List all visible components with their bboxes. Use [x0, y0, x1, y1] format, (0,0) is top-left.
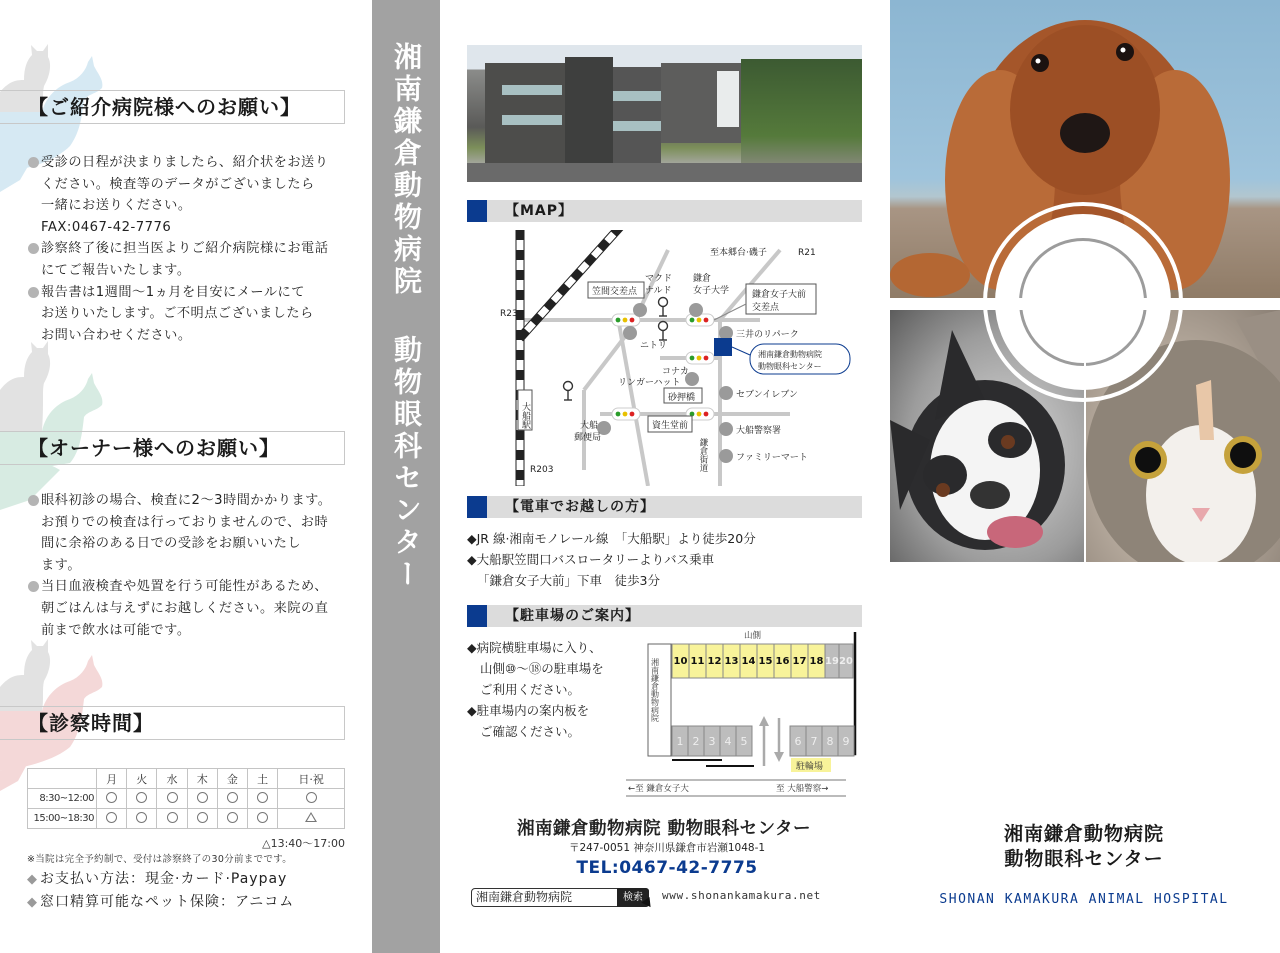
triangle-icon: [305, 812, 317, 822]
svg-text:リンガーハット: リンガーハット: [618, 378, 681, 388]
payment-info: ◆ お支払い方法：現金·カード·Paypay ◆ 窓口精算可能なペット保険：アニコム: [27, 871, 295, 910]
cover-title: 湘南鎌倉動物病院 動物眼科センター: [1003, 823, 1164, 870]
website-link[interactable]: www.shonankamakura.net: [662, 889, 821, 902]
svg-text:ファミリーマート: ファミリーマート: [736, 453, 808, 463]
svg-text:鎌倉街道: 鎌倉街道: [698, 438, 708, 472]
svg-text:10: 10: [673, 656, 688, 667]
svg-text:11: 11: [690, 656, 705, 667]
train-access-heading: 【電車でお越しの方】: [467, 496, 862, 518]
svg-text:セブンイレブン: セブンイレブン: [736, 390, 798, 400]
heading-marker-icon: [467, 496, 487, 518]
svg-text:砂押橋: 砂押橋: [668, 393, 696, 403]
referral-heading: 【ご紹介病院様へのお願い】: [0, 90, 345, 124]
svg-text:8: 8: [826, 735, 834, 748]
hospital-marker: [714, 338, 732, 356]
svg-text:12: 12: [707, 656, 722, 667]
open-circle-icon: [106, 792, 117, 803]
hours-heading: 【診察時間】: [0, 706, 345, 740]
svg-text:2: 2: [692, 735, 700, 748]
fax-number: FAX:0467-42-7776: [41, 219, 172, 235]
search-button[interactable]: 検索: [617, 888, 649, 907]
svg-text:20: 20: [839, 656, 853, 667]
svg-text:鎌倉女子大前: 鎌倉女子大前: [752, 290, 807, 300]
open-circle-icon: [257, 792, 268, 803]
svg-text:15: 15: [758, 656, 773, 667]
svg-text:マクド: マクド: [645, 274, 673, 284]
open-circle-icon: [197, 812, 208, 823]
svg-text:13: 13: [724, 656, 739, 667]
table-row: 15:00~18:30: [28, 809, 345, 829]
open-circle-icon: [167, 792, 178, 803]
table-header-row: 月 火 水 木 金 土 日·祝: [28, 769, 345, 789]
open-circle-icon: [257, 812, 268, 823]
train-access-text: ◆JR 線·湘南モノレール線 「大船駅」より徒歩20分 ◆大船駅笠間口バスロータリーよりバス乗車 「鎌倉女子大前」下車 徒歩3分: [467, 531, 756, 588]
spine-band: [372, 0, 440, 953]
list-item: 受診の日程が決まりましたら、紹介状をお送り ください。検査等のデータがございましたら 一緒にお送りください。 FAX:0467-42-7776: [28, 152, 350, 238]
hospital-building-photo: [467, 45, 862, 182]
parking-heading: 【駐車場のご案内】: [467, 605, 862, 627]
cover-english-name: SHONAN KAMAKURA ANIMAL HOSPITAL: [939, 892, 1229, 907]
svg-text:R23: R23: [500, 309, 518, 319]
table-row: 8:30~12:00: [28, 789, 345, 809]
svg-text:ナルド: ナルド: [645, 286, 672, 296]
parking-text: ◆病院横駐車場に入り、 山側⑩～⑱の駐車場を ご利用ください。 ◆駐車場内の案内板を ご確認ください。: [467, 640, 604, 739]
svg-text:笠間交差点: 笠間交差点: [592, 287, 638, 297]
bullet-icon: [28, 243, 39, 254]
svg-text:3: 3: [708, 735, 716, 748]
open-circle-icon: [136, 792, 147, 803]
svg-text:17: 17: [792, 656, 807, 667]
bullet-icon: [28, 495, 39, 506]
svg-text:4: 4: [724, 735, 732, 748]
hours-table: [27, 768, 345, 829]
referral-list: [28, 152, 350, 346]
list-item: 眼科初診の場合、検査に2～3時間かかります。 お預りでの検査は行っておりませんので、お時 間に余裕のある日での受診をお願いいたし ます。: [28, 490, 350, 576]
open-circle-icon: [167, 812, 178, 823]
diamond-icon: ◆: [27, 895, 38, 910]
owner-heading: 【オーナー様へのお願い】: [0, 431, 345, 465]
svg-text:駐輪場: 駐輪場: [796, 762, 824, 772]
svg-text:9: 9: [842, 735, 850, 748]
svg-text:コナカ: コナカ: [662, 367, 689, 377]
svg-text:14: 14: [741, 656, 756, 667]
svg-text:動物眼科センター: 動物眼科センター: [758, 362, 822, 371]
list-item: 当日血液検査や処置を行う可能性があるため、 朝ごはんは与えずにお越しください。来院の直 前まで飲水は可能です。: [28, 576, 350, 641]
list-item: 報告書は1週間～1ヵ月を目安にメールにて お送りいたします。ご不明点ございましたら お問い合わせください。: [28, 282, 350, 347]
triangle-hours-note: △13:40～17:00: [262, 837, 345, 850]
svg-text:18: 18: [809, 656, 824, 667]
hospital-address: 〒247-0051 神奈川県鎌倉市岩瀬1048-1: [568, 842, 766, 854]
svg-text:山側: 山側: [744, 631, 762, 641]
svg-text:1: 1: [676, 735, 684, 748]
list-item: 診察終了後に担当医よりご紹介病院様にお電話 にてご報告いたします。: [28, 238, 350, 281]
svg-text:16: 16: [775, 656, 790, 667]
search-input[interactable]: 湘南鎌倉動物病院 検索: [471, 888, 649, 907]
svg-text:三井のリパーク: 三井のリパーク: [736, 330, 799, 340]
svg-text:大船駅: 大船駅: [520, 402, 530, 429]
svg-text:湘南鎌倉動物病院: 湘南鎌倉動物病院: [758, 350, 822, 359]
open-circle-icon: [227, 812, 238, 823]
access-map: [500, 230, 860, 486]
panel-cover: [888, 0, 1280, 953]
svg-text:R203: R203: [530, 465, 554, 475]
parking-diagram: [626, 630, 866, 800]
panel-access-info: [440, 0, 888, 953]
railway-jr: [516, 230, 524, 486]
panel-referral-info: [0, 0, 372, 953]
open-circle-icon: [106, 812, 117, 823]
svg-text:交差点: 交差点: [752, 303, 780, 313]
svg-text:女子大学: 女子大学: [693, 286, 730, 296]
phone-number[interactable]: TEL:0467-42-7775: [576, 858, 758, 878]
hospital-name: 湘南鎌倉動物病院 動物眼科センター: [517, 819, 811, 839]
diamond-icon: ◆: [27, 872, 38, 887]
svg-text:7: 7: [810, 735, 818, 748]
map-heading: 【MAP】: [467, 200, 862, 222]
bullet-icon: [28, 157, 39, 168]
open-circle-icon: [227, 792, 238, 803]
open-circle-icon: [197, 792, 208, 803]
open-circle-icon: [306, 792, 317, 803]
spine-title: 湘南鎌倉動物病院 動物眼科センター: [390, 42, 423, 591]
svg-text:大船: 大船: [580, 421, 599, 431]
svg-text:資生堂前: 資生堂前: [652, 421, 689, 431]
svg-text:至本郷台·磯子: 至本郷台·磯子: [710, 248, 767, 258]
heading-marker-icon: [467, 200, 487, 222]
owner-list: [28, 490, 350, 641]
svg-text:R21: R21: [798, 248, 816, 258]
bullet-icon: [28, 581, 39, 592]
svg-text:5: 5: [740, 735, 748, 748]
photo-divider: [1084, 310, 1086, 562]
bullet-icon: [28, 287, 39, 298]
open-circle-icon: [136, 812, 147, 823]
svg-text:鎌倉: 鎌倉: [693, 274, 712, 284]
heading-marker-icon: [467, 605, 487, 627]
svg-text:郵便局: 郵便局: [574, 433, 602, 443]
svg-text:湘南鎌倉動物病院: 湘南鎌倉動物病院: [650, 658, 660, 722]
svg-text:至 大船警察→: 至 大船警察→: [776, 784, 829, 794]
svg-text:19: 19: [825, 656, 839, 667]
svg-text:←至 鎌倉女子大: ←至 鎌倉女子大: [628, 784, 689, 794]
svg-text:6: 6: [794, 735, 802, 748]
reservation-note: ※当院は完全予約制で、受付は診察終了の30分前までです。: [27, 854, 292, 865]
photo-divider: [888, 298, 1280, 310]
svg-text:大船警察署: 大船警察署: [736, 426, 782, 436]
svg-text:ニトリ: ニトリ: [640, 341, 668, 351]
